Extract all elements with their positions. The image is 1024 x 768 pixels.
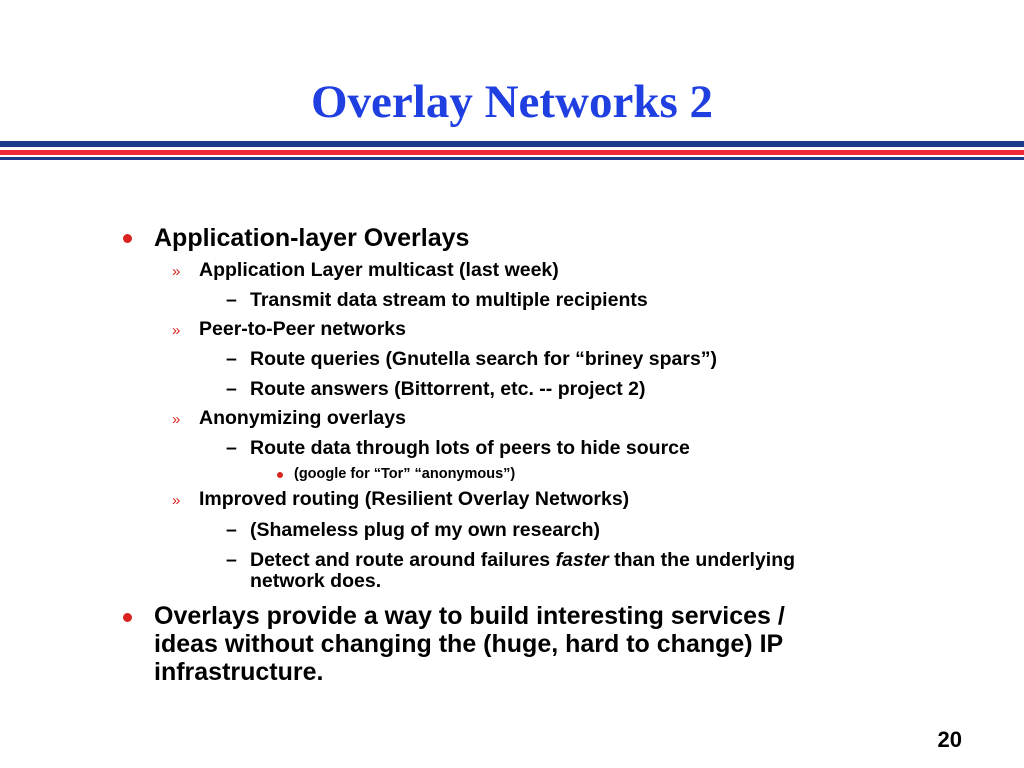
bullet-dot-icon xyxy=(123,613,132,622)
dash-marker-icon: – xyxy=(226,549,237,571)
dash-marker-icon: – xyxy=(226,378,237,400)
chevron-marker-icon: » xyxy=(172,263,181,280)
dash-marker-icon: – xyxy=(226,437,237,459)
bullet-level1-continuation: ideas without changing the (huge, hard to change) IP xyxy=(154,630,784,658)
page-number: 20 xyxy=(937,727,962,752)
dash-marker-icon: – xyxy=(226,519,237,541)
bullet-level3: Route queries (Gnutella search for “briney spars”) xyxy=(250,348,718,370)
bullet-level1: Overlays provide a way to build interesting services / xyxy=(154,602,785,630)
dash-marker-icon: – xyxy=(226,348,237,370)
chevron-marker-icon: » xyxy=(172,492,181,509)
bullet-level2: Anonymizing overlays xyxy=(199,407,406,429)
chevron-marker-icon: » xyxy=(172,322,181,339)
bullet-level1: Application-layer Overlays xyxy=(154,224,470,252)
bullet-level3: Transmit data stream to multiple recipients xyxy=(250,289,648,311)
bullet-level4: (google for “Tor” “anonymous”) xyxy=(294,466,516,482)
bullet-dot-icon xyxy=(277,472,283,478)
bullet-level3: Route data through lots of peers to hide source xyxy=(250,437,690,459)
bullet-level2: Peer-to-Peer networks xyxy=(199,318,406,340)
bullet-level1-continuation: infrastructure. xyxy=(154,658,324,686)
bullet-level2: Improved routing (Resilient Overlay Networks) xyxy=(199,488,630,510)
bullet-text: Detect and route around failures xyxy=(250,549,556,571)
bullet-text: than the underlying xyxy=(608,549,796,571)
bullet-level3: Route answers (Bittorrent, etc. -- project 2) xyxy=(250,378,646,400)
bullet-level3-continuation: network does. xyxy=(250,570,382,592)
bullet-dot-icon xyxy=(123,234,132,243)
slide-title: Overlay Networks 2 xyxy=(310,76,714,128)
bullet-level2: Application Layer multicast (last week) xyxy=(199,259,559,281)
bullet-level3 xyxy=(250,549,795,572)
dash-marker-icon: – xyxy=(226,289,237,311)
emphasis-text: faster xyxy=(555,549,609,571)
chevron-marker-icon: » xyxy=(172,411,181,428)
bullet-level3: (Shameless plug of my own research) xyxy=(250,519,601,541)
